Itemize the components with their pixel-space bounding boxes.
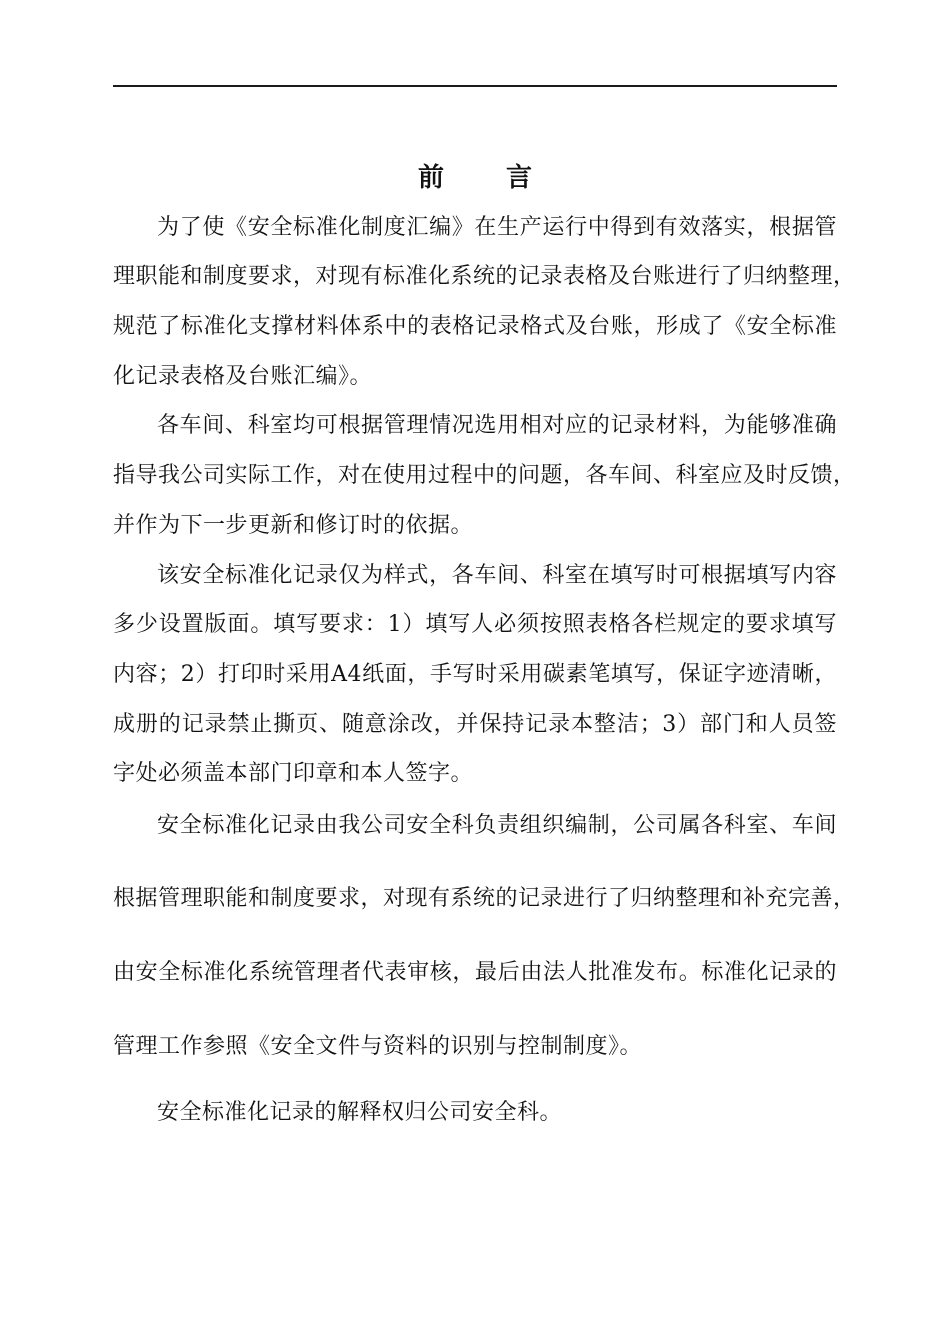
paragraph-3-line-1: 该安全标准化记录仅为样式，各车间、科室在填写时可根据填写内容 — [157, 563, 837, 588]
paragraph-4-line-3: 由安全标准化系统管理者代表审核，最后由法人批准发布。标准化记录的 — [113, 960, 837, 985]
paragraph-4-line-4: 管理工作参照《安全文件与资料的识别与控制制度》。 — [113, 1034, 643, 1059]
paragraph-3-line-4: 成册的记录禁止撕页、随意涂改，并保持记录本整洁；3）部门和人员签 — [113, 712, 837, 737]
paragraph-2-line-1: 各车间、科室均可根据管理情况选用相对应的记录材料，为能够准确 — [157, 413, 837, 438]
paragraph-3-line-5: 字处必须盖本部门印章和本人签字。 — [113, 761, 474, 786]
paragraph-3-line-3: 内容；2）打印时采用A4纸面，手写时采用碳素笔填写，保证字迹清晰， — [113, 662, 837, 687]
paragraph-5-line-1: 安全标准化记录的解释权归公司安全科。 — [157, 1100, 563, 1125]
paragraph-1-line-3: 规范了标准化支撑材料体系中的表格记录格式及台账，形成了《安全标准 — [113, 314, 837, 339]
paragraph-2-line-3: 并作为下一步更新和修订时的依据。 — [113, 513, 474, 538]
header-rule — [113, 85, 837, 87]
paragraph-1-line-4: 化记录表格及台账汇编》。 — [113, 364, 373, 389]
paragraph-4-line-1: 安全标准化记录由我公司安全科负责组织编制，公司属各科室、车间 — [157, 813, 837, 838]
paragraph-1-line-1: 为了使《安全标准化制度汇编》在生产运行中得到有效落实，根据管 — [157, 215, 837, 240]
paragraph-3-line-2: 多少设置版面。填写要求：1）填写人必须按照表格各栏规定的要求填写 — [113, 612, 837, 637]
paragraph-2-line-2: 指导我公司实际工作，对在使用过程中的问题，各车间、科室应及时反馈， — [113, 463, 856, 488]
page-title: 前言 — [417, 163, 594, 193]
paragraph-4-line-2: 根据管理职能和制度要求，对现有系统的记录进行了归纳整理和补充完善， — [113, 886, 856, 911]
paragraph-1-line-2: 理职能和制度要求，对现有标准化系统的记录表格及台账进行了归纳整理， — [113, 264, 856, 289]
